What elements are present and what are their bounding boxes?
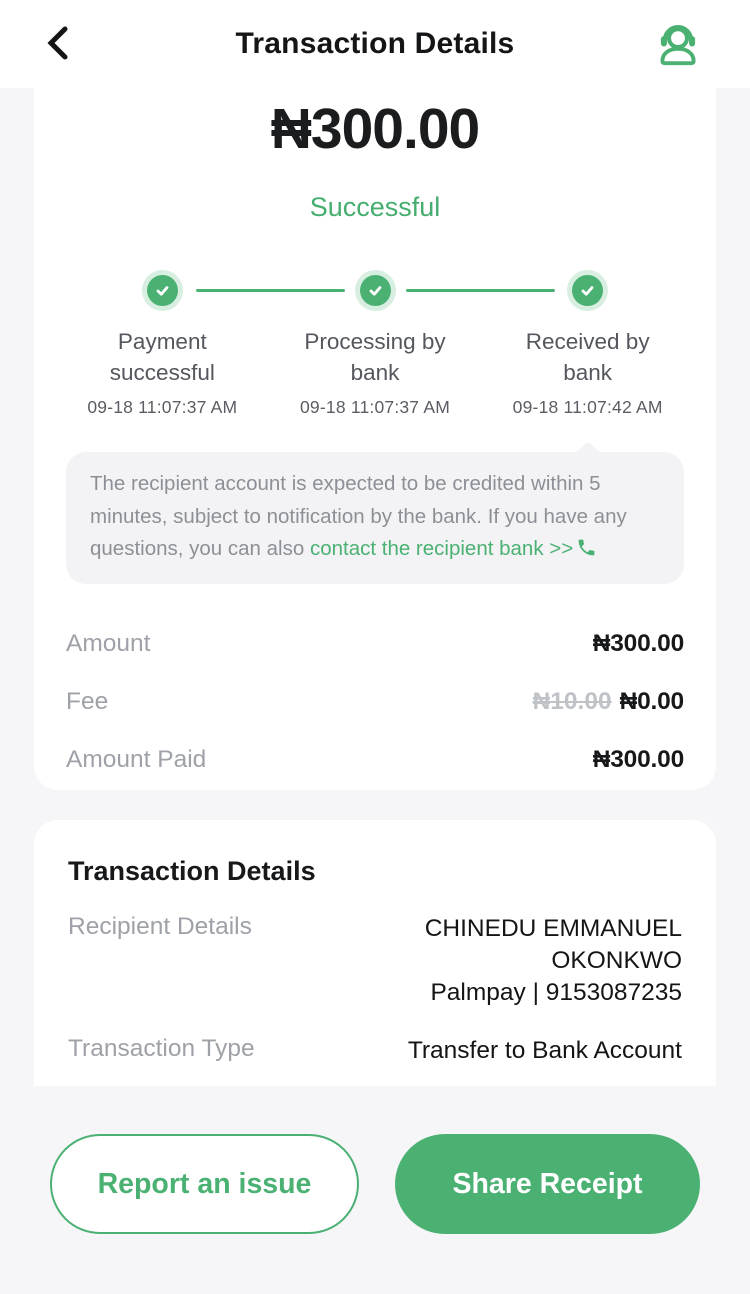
share-receipt-button[interactable]: Share Receipt (395, 1134, 700, 1234)
step-label: Processing by bank (304, 329, 446, 385)
transaction-amount: ₦300.00 (270, 97, 480, 161)
row-label: Amount Paid (66, 745, 207, 773)
fee-row (66, 688, 684, 718)
action-buttons (50, 1134, 700, 1234)
back-button[interactable] (44, 22, 84, 66)
app-header (0, 0, 750, 88)
back-chevron-icon (44, 25, 72, 64)
row-value: ₦300.00 (592, 629, 684, 657)
check-circle-icon (572, 275, 603, 306)
status-text: Successful (309, 192, 441, 222)
report-issue-button[interactable]: Report an issue (50, 1134, 359, 1234)
credit-notice-bubble (66, 452, 684, 584)
row-label: Transaction Type (68, 1035, 255, 1062)
recipient-value (352, 913, 682, 1009)
stepper-connector (406, 289, 555, 292)
amount-row (66, 630, 684, 660)
transaction-type-value: Transfer to Bank Account (407, 1037, 682, 1064)
step-label: Received by bank (525, 329, 650, 385)
progress-stepper (34, 275, 716, 418)
row-label: Recipient Details (68, 913, 252, 940)
contact-recipient-bank-link[interactable]: contact the recipient bank >> (310, 537, 597, 560)
page-title: Transaction Details (235, 27, 515, 60)
customer-support-headset-icon (652, 17, 704, 72)
amount-breakdown (34, 630, 716, 776)
step-label: Payment successful (109, 329, 215, 385)
transaction-type-row (68, 1035, 682, 1067)
customer-support-button[interactable] (652, 18, 704, 70)
phone-icon (573, 537, 597, 560)
step-payment-successful (56, 326, 269, 418)
row-value: ₦300.00 (592, 745, 684, 773)
row-value: ₦0.00 (619, 687, 684, 715)
amount-paid-row (66, 746, 684, 776)
row-label: Fee (66, 687, 109, 715)
check-circle-icon (147, 275, 178, 306)
row-label: Amount (66, 629, 151, 657)
stepper-connector (196, 289, 345, 292)
transaction-details-card (34, 820, 716, 1086)
recipient-details-row (68, 913, 682, 1009)
step-timestamp: 09-18 11:07:37 AM (87, 397, 238, 417)
check-circle-icon (360, 275, 391, 306)
step-processing-by-bank (269, 326, 482, 418)
recipient-account: Palmpay | 9153087235 (430, 979, 682, 1006)
step-received-by-bank (481, 326, 694, 418)
step-timestamp: 09-18 11:07:37 AM (300, 397, 450, 417)
notice-text: The recipient account is expected to be credited within 5 minutes, subject to notification by the bank. If you have any questions, you can also (90, 472, 627, 560)
step-timestamp: 09-18 11:07:42 AM (512, 397, 663, 417)
fee-original-value: ₦10.00 (532, 687, 612, 715)
recipient-name: CHINEDU EMMANUEL OKONKWO (424, 915, 682, 974)
summary-card (34, 88, 716, 790)
details-heading: Transaction Details (68, 856, 316, 886)
